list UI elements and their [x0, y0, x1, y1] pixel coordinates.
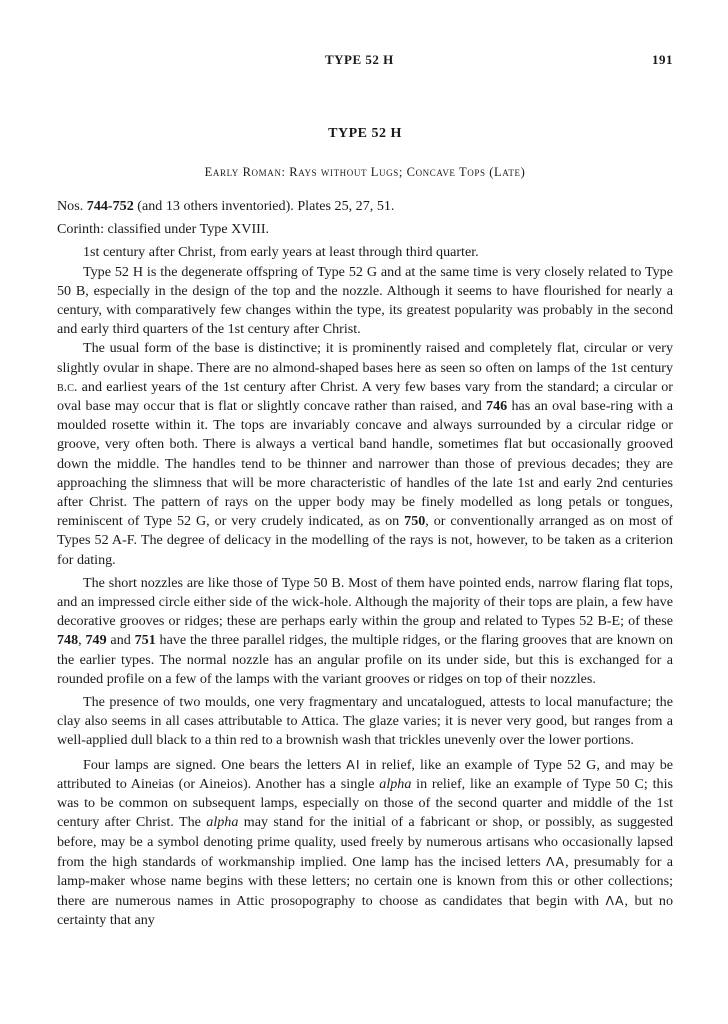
catalogue-number: 748 [57, 632, 79, 649]
catalogue-number: 746 [486, 398, 508, 415]
text-run: , [78, 632, 86, 649]
paragraph-date: 1st century after Christ, from early years at least through third quarter. [83, 244, 479, 261]
text-run: , or conventionally arranged as on most of Types 52 A-F. The degree of delicacy in the modelling of the rays is not, however, to be taken as a criterion for dating. [57, 513, 673, 568]
paragraph-signed [57, 755, 673, 931]
catalogue-range: 744-752 [86, 198, 134, 214]
greek-letters: ΛΑ [605, 893, 625, 909]
italic-alpha: alpha [206, 814, 239, 831]
corinth-line: Corinth: classified under Type XVIII. [57, 221, 270, 238]
text-run: and [106, 632, 135, 649]
text-run: have the three parallel ridges, the multiple ridges, or the flaring grooves that are known on the earlier types. The normal nozzle has an angular profile on its under side, but this is exchanged for a rounded profile on a few of the lamps with the variant grooves or ridges on top of their nozzles. [57, 632, 673, 687]
text-run: and earliest years of the 1st century after Christ. A very few bases vary from the standard; a circular or oval base may occur that is flat or slightly concave rather than raised, and [57, 378, 673, 415]
bc-abbrev: b.c. [57, 378, 78, 395]
catalogue-number: 751 [134, 632, 156, 649]
text-run: Four lamps are signed. One bears the letters [83, 756, 347, 773]
greek-letters: ΛΑ [545, 853, 566, 869]
text-run: , but no certainty that any [57, 893, 673, 929]
text-run: in relief, like an example of Type 50 C; this was to be common on subsequent lamps, especially on those of the second quarter and middle of the 1st century after Christ. The [57, 775, 673, 831]
catalogue-numbers-line [57, 197, 673, 216]
greek-letters: ΑΙ [346, 756, 361, 772]
paragraph-nozzles [57, 574, 673, 689]
text-run: , presumably for a lamp-maker whose name begins with these letters; no certain one is known from this or other collections; there are numerous names in Attic prosopography to choose as candidates that begin with [57, 853, 673, 910]
page-number: 191 [652, 52, 673, 67]
text-run: in relief, like an example of Type 52 G, and may be attributed to Aineias (or Aineios). Another has a single [57, 756, 674, 792]
text-run: The short nozzles are like those of Type 50 B. Most of them have pointed ends, narrow flaring flat tops, and an impressed circle either side of the wick-hole. Although the majority of their tops are plain, a few have decorative grooves or ridges; these are perhaps early within the group and related to Types 52 B-E; of these [57, 574, 673, 630]
type-title: TYPE 52 H [328, 126, 402, 141]
text-run: has an oval base-ring with a moulded rosette within it. The tops are invariably concave and always surrounded by a circular ridge or groove, very often both. There is always a vertical band handle, sometimes flat but occasionally grooved down the middle. The handles tend to be thinner and narrower than those of previous decades; they are approaching the slimness that will be more characteristic of handles of the late 1st and early 2nd centuries after Christ. The pattern of rays on the upper body may be finely modelled as long petals or tongues, reminiscent of Type 52 G, or very crudely indicated, as on [57, 398, 673, 530]
text-run: The usual form of the base is distinctive; it is prominently raised and completely flat, circular or very slightly ovular in shape. There are no almond-shaped bases here as seen so often on lamps of the 1st century [57, 340, 673, 376]
nos-suffix: (and 13 others inventoried). Plates 25, 27, 51. [133, 198, 395, 214]
paragraph-moulds: The presence of two moulds, one very fragmentary and uncatalogued, attests to local manufacture; the clay also seems in all cases attributable to Attica. The glaze varies; it is never very good, but ranges from a well-applied dull black to a thin red to a brownish wash that trickles unevenly over the lower portions. [57, 694, 673, 749]
running-head-title: TYPE 52 H [325, 52, 394, 67]
text-run: may stand for the initial of a fabricant or shop, or possibly, as suggested before, may be a symbol denoting prime quality, used freely by numerous artisans who occasionally lapsed from the high standards of workmanship implied. One lamp has the incised letters [57, 814, 674, 870]
paragraph-base [57, 339, 673, 569]
nos-prefix: Nos. [57, 198, 87, 214]
section-subtitle: Early Roman: Rays without Lugs; Concave Tops (Late) [204, 165, 526, 179]
paragraph-degenerate: Type 52 H is the degenerate offspring of Type 52 G and at the same time is very closely related to Type 50 B, especially in the design of the top and the nozzle. Although it seems to have flourished for nearly a century, with comparatively few changes within the type, its greatest popularity was probably in the second and early third quarters of the 1st century after Christ. [57, 263, 673, 338]
catalogue-number: 750 [404, 513, 426, 530]
body-text [57, 197, 673, 931]
italic-alpha: alpha [379, 775, 412, 792]
catalogue-number: 749 [85, 632, 107, 649]
